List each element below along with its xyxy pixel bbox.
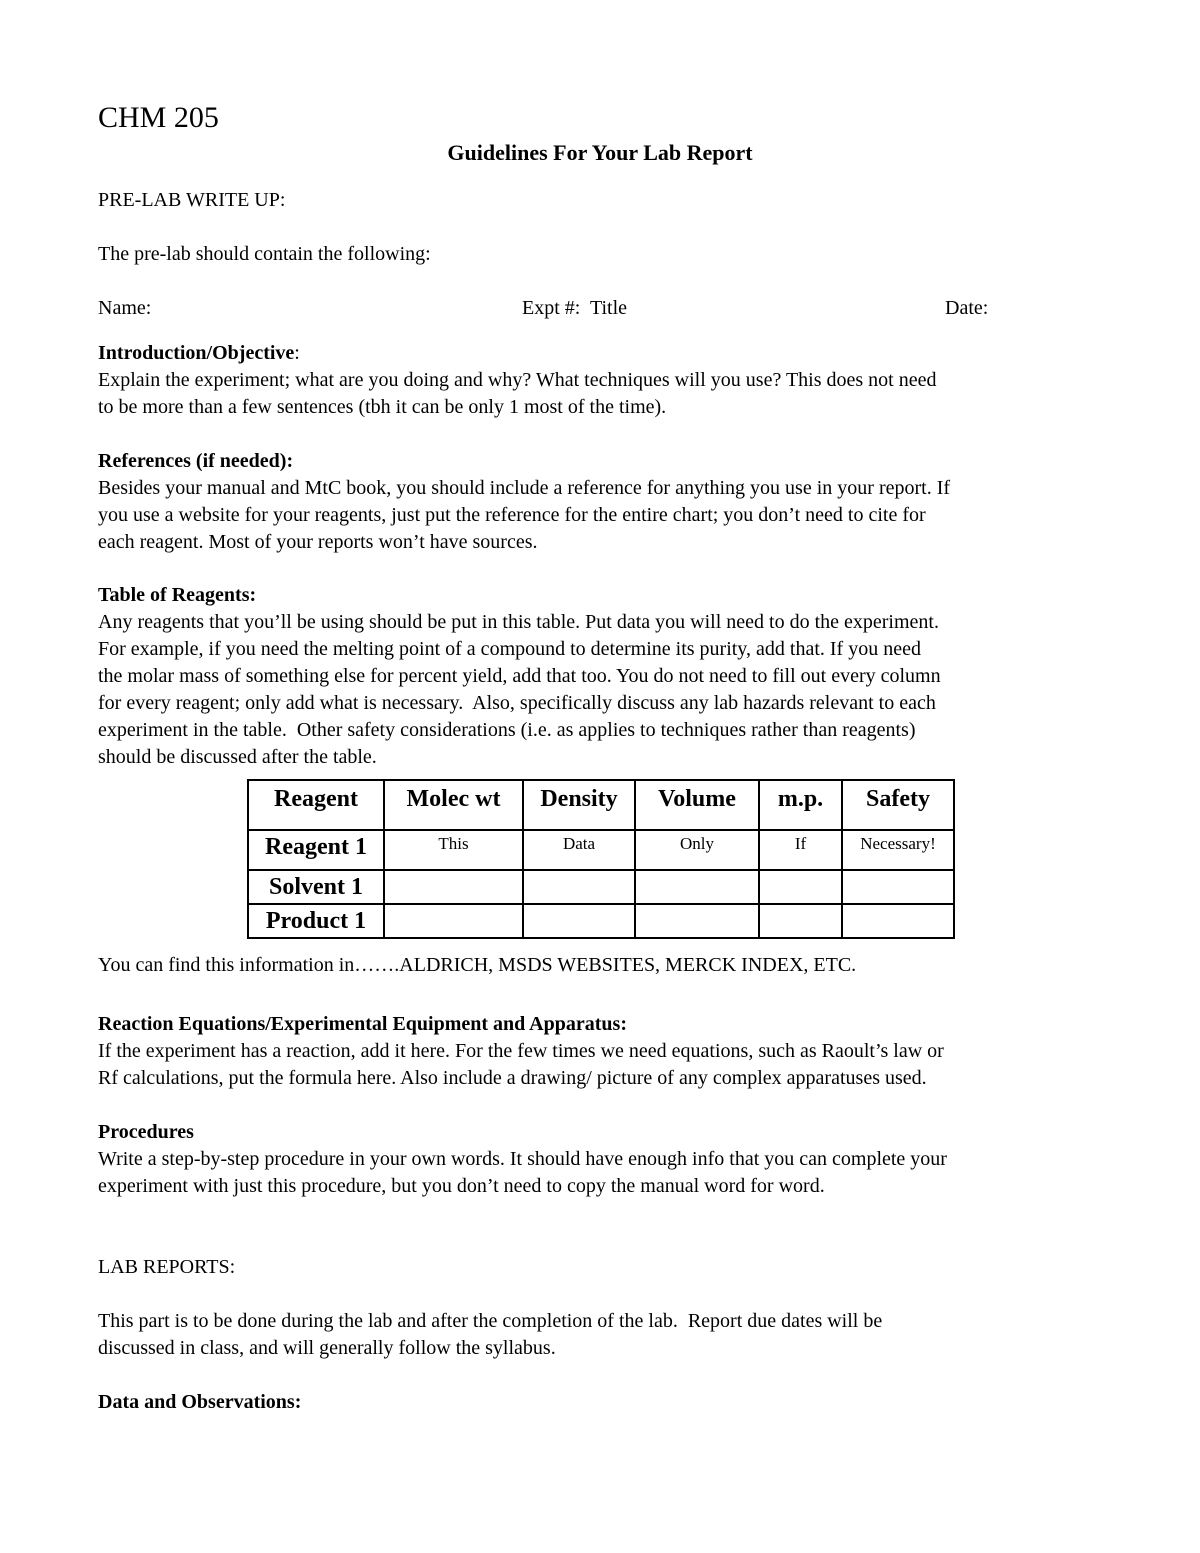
prelab-heading: PRE-LAB WRITE UP:	[98, 189, 286, 211]
column-header: Density	[523, 780, 635, 830]
document-title: Guidelines For Your Lab Report	[447, 140, 753, 165]
intro-objective-heading-text: Introduction/Objective	[98, 342, 295, 364]
table-cell: Necessary!	[842, 830, 954, 870]
table-cell	[635, 870, 759, 904]
table-cell	[842, 870, 954, 904]
table-cell	[759, 904, 842, 938]
find-info-line: You can find this information in…….ALDRICH, MSDS WEBSITES, MERCK INDEX, ETC.	[98, 954, 857, 976]
table-of-reagents-heading: Table of Reagents:	[98, 584, 257, 606]
lab-reports-line: discussed in class, and will generally follow the syllabus.	[98, 1337, 556, 1359]
row-label: Solvent 1	[248, 870, 384, 904]
row-label: Reagent 1	[248, 830, 384, 870]
table-cell: Data	[523, 830, 635, 870]
table-row	[248, 830, 954, 870]
references-line: Besides your manual and MtC book, you should include a reference for anything you use in your report. If	[98, 477, 951, 499]
table-cell	[523, 904, 635, 938]
procedures-line: experiment with just this procedure, but you don’t need to copy the manual word for word.	[98, 1175, 825, 1197]
intro-objective-heading	[98, 340, 300, 367]
references-line: you use a website for your reagents, just put the reference for the entire chart; you don’t need to cite for	[98, 504, 926, 526]
table-header-row	[248, 780, 954, 830]
intro-objective-line: to be more than a few sentences (tbh it can be only 1 most of the time).	[98, 396, 667, 418]
references-heading: References (if needed):	[98, 450, 294, 472]
table-cell	[384, 904, 523, 938]
reagents-line: for every reagent; only add what is necessary. Also, specifically discuss any lab hazards relevant to each	[98, 692, 936, 714]
course-code: CHM 205	[98, 101, 219, 134]
intro-objective-line: Explain the experiment; what are you doing and why? What techniques will you use? This does not need	[98, 369, 937, 391]
intro-objective-colon: :	[294, 342, 300, 364]
data-observations-heading: Data and Observations:	[98, 1391, 302, 1413]
table-cell	[523, 870, 635, 904]
procedures-heading: Procedures	[98, 1121, 194, 1143]
table-row	[248, 904, 954, 938]
field-expt-title: Expt #: Title	[522, 297, 628, 319]
column-header: Reagent	[248, 780, 384, 830]
reagents-line: Any reagents that you’ll be using should be put in this table. Put data you will need to do the experiment.	[98, 611, 939, 633]
procedures-line: Write a step-by-step procedure in your own words. It should have enough info that you can complete your	[98, 1148, 947, 1170]
column-header: Safety	[842, 780, 954, 830]
field-date: Date:	[945, 297, 989, 319]
reagents-line: For example, if you need the melting point of a compound to determine its purity, add that. If you need	[98, 638, 921, 660]
table-cell	[384, 870, 523, 904]
reaction-line: Rf calculations, put the formula here. Also include a drawing/ picture of any complex apparatuses used.	[98, 1067, 927, 1089]
table-row	[248, 870, 954, 904]
table-cell	[842, 904, 954, 938]
reagents-line: the molar mass of something else for percent yield, add that too. You do not need to fill out every column	[98, 665, 941, 687]
table-cell	[759, 870, 842, 904]
row-label: Product 1	[248, 904, 384, 938]
lab-reports-line: This part is to be done during the lab and after the completion of the lab. Report due dates will be	[98, 1310, 883, 1332]
column-header: Volume	[635, 780, 759, 830]
table-cell: This	[384, 830, 523, 870]
reagents-line: should be discussed after the table.	[98, 746, 377, 768]
reaction-line: If the experiment has a reaction, add it here. For the few times we need equations, such as Raoult’s law or	[98, 1040, 944, 1062]
table-cell: If	[759, 830, 842, 870]
prelab-intro: The pre-lab should contain the following:	[98, 243, 431, 265]
table-cell: Only	[635, 830, 759, 870]
reagents-line: experiment in the table. Other safety considerations (i.e. as applies to techniques rather than reagents)	[98, 719, 916, 741]
table-cell	[635, 904, 759, 938]
reagents-table	[247, 779, 955, 939]
column-header: Molec wt	[384, 780, 523, 830]
lab-reports-heading: LAB REPORTS:	[98, 1256, 236, 1278]
references-line: each reagent. Most of your reports won’t have sources.	[98, 531, 538, 553]
field-name: Name:	[98, 297, 152, 319]
reaction-heading: Reaction Equations/Experimental Equipment and Apparatus:	[98, 1013, 627, 1035]
column-header: m.p.	[759, 780, 842, 830]
